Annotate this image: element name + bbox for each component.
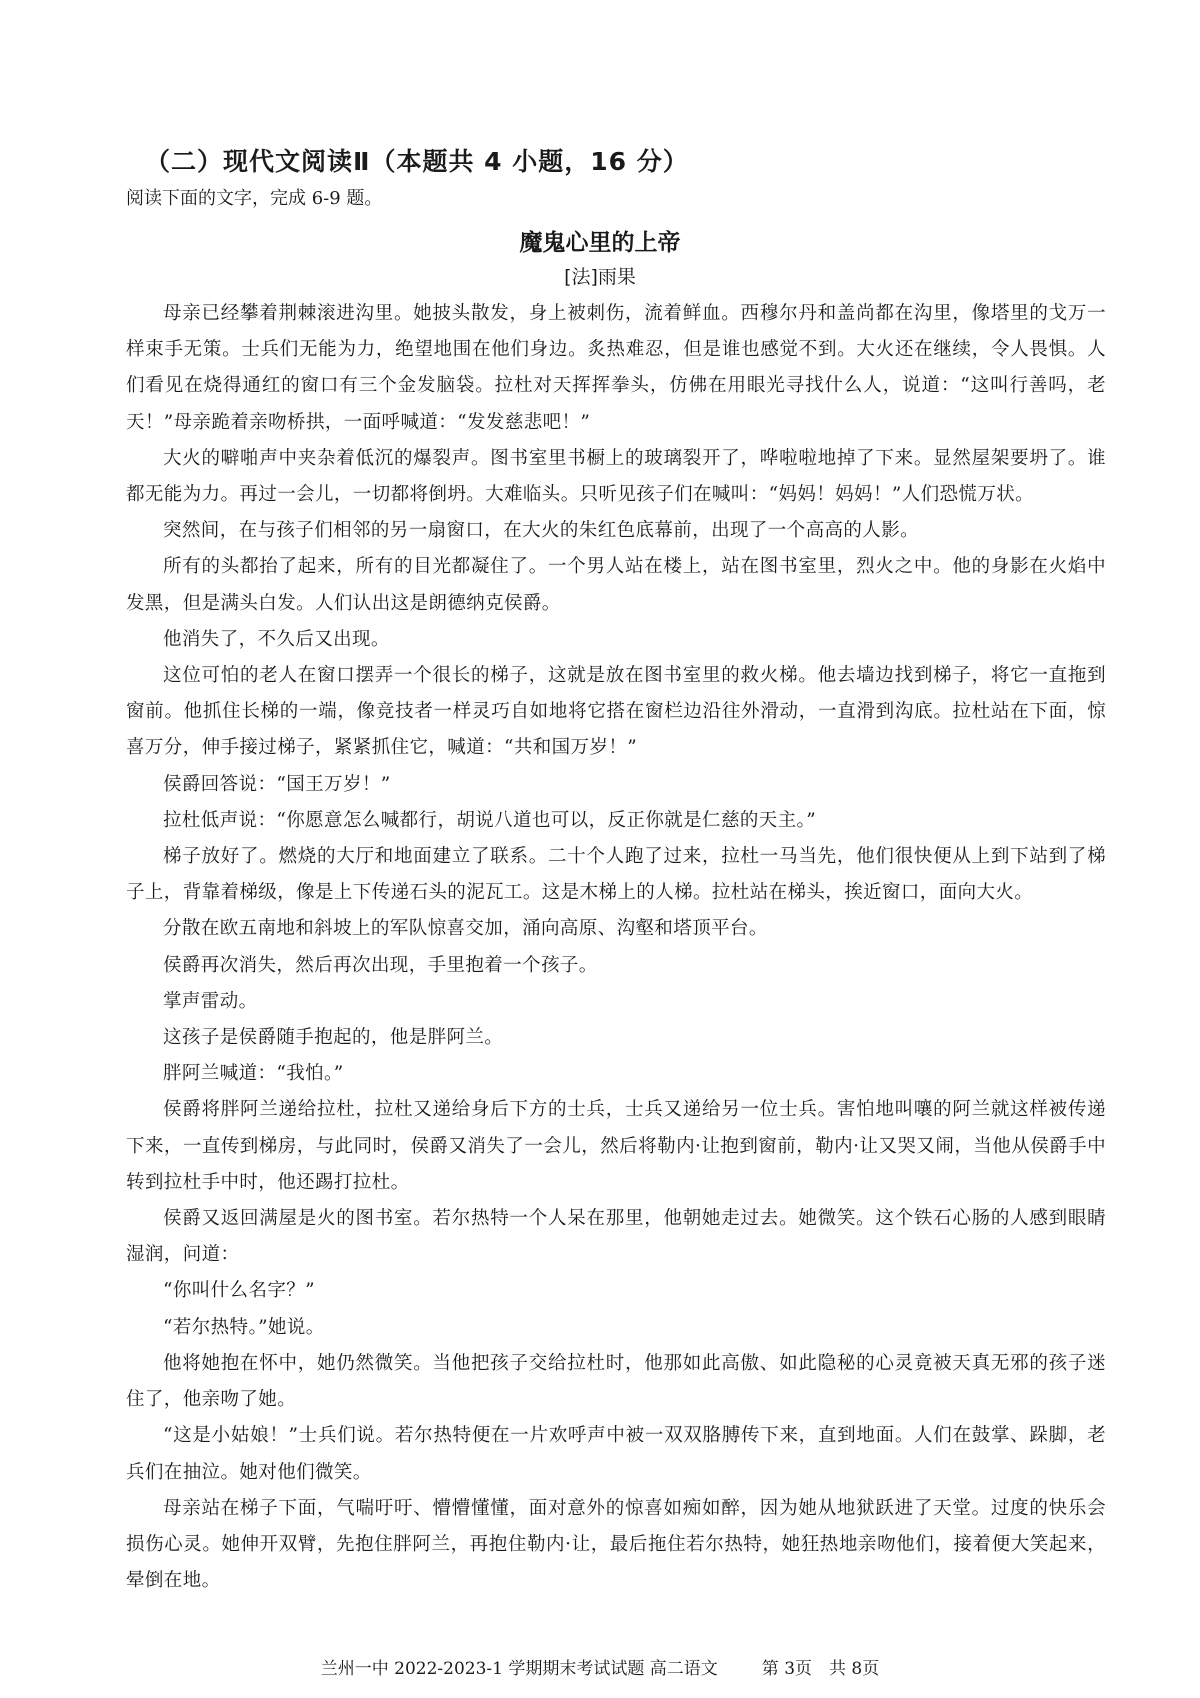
paragraph: 拉杜低声说：“你愿意怎么喊都行，胡说八道也可以，反正你就是仁慈的天主。” — [163, 809, 817, 831]
paragraph: “若尔热特。”她说。 — [163, 1316, 325, 1338]
reading-instruction: 阅读下面的文字，完成 6-9 题。 — [126, 188, 383, 209]
page-footer — [0, 1654, 1200, 1679]
paragraph: 掌声雷动。 — [163, 990, 258, 1012]
paragraph: 胖阿兰喊道：“我怕。” — [163, 1063, 344, 1085]
article-author: [法]雨果 — [564, 266, 636, 288]
section-heading: （二）现代文阅读Ⅱ（本题共 4 小题，16 分） — [145, 147, 689, 176]
paragraph: “这是小姑娘！”士兵们说。若尔热特便在一片欢呼声中被一双双胳膊传下来，直到地面。人们在鼓掌、跺脚，老兵们在抽泣。她对他们微笑。 — [126, 1425, 1106, 1483]
paragraph: 这位可怕的老人在窗口摆弄一个很长的梯子，这就是放在图书室里的救火梯。他去墙边找到梯子，将它一直拖到窗前。他抓住长梯的一端，像竞技者一样灵巧自如地将它搭在窗栏边沿往外滑动，一直滑到沟底。拉杜站在下面，惊喜万分，伸手接过梯子，紧紧抓住它，喊道：“共和国万岁！” — [126, 665, 1106, 759]
paragraph: 这孩子是侯爵随手抱起的，他是胖阿兰。 — [163, 1027, 504, 1049]
page-number: 第 3页 共 8页 — [761, 1659, 880, 1679]
paragraph: “你叫什么名字？” — [163, 1280, 316, 1302]
paragraph: 所有的头都抬了起来，所有的目光都凝住了。一个男人站在楼上，站在图书室里，烈火之中。他的身影在火焰中发黑，但是满头白发。人们认出这是朗德纳克侯爵。 — [126, 556, 1106, 614]
article-title: 魔鬼心里的上帝 — [519, 230, 681, 256]
exam-title-footer: 兰州一中 2022-2023-1 学期期末考试试题 高二语文 — [320, 1659, 718, 1679]
paragraph: 侯爵回答说：“国王万岁！” — [163, 773, 391, 795]
paragraph: 他消失了，不久后又出现。 — [163, 628, 390, 650]
paragraph: 他将她抱在怀中，她仍然微笑。当他把孩子交给拉杜时，他那如此高傲、如此隐秘的心灵竟被天真无邪的孩子迷住了，他亲吻了她。 — [126, 1352, 1106, 1411]
paragraph: 分散在欧五南地和斜坡上的军队惊喜交加，涌向高原、沟壑和塔顶平台。 — [163, 918, 768, 940]
paragraph: 大火的噼啪声中夹杂着低沉的爆裂声。图书室里书橱上的玻璃裂开了，哗啦啦地掉了下来。显然屋架要坍了。谁都无能为力。再过一会儿，一切都将倒坍。大难临头。只听见孩子们在喊叫：“妈妈！妈妈！”人们恐慌万状。 — [126, 447, 1106, 506]
paragraph: 侯爵又返回满屋是火的图书室。若尔热特一个人呆在那里，他朝她走过去。她微笑。这个铁石心肠的人感到眼睛湿润，问道： — [126, 1208, 1106, 1266]
paragraph: 侯爵再次消失，然后再次出现，手里抱着一个孩子。 — [163, 954, 598, 976]
paragraph: 母亲站在梯子下面，气喘吁吁、懵懵懂懂，面对意外的惊喜如痴如醉，因为她从地狱跃进了天堂。过度的快乐会损伤心灵。她伸开双臂，先抱住胖阿兰，再抱住勒内·让，最后拖住若尔热特，她狂热地亲吻他们，接着便大笑起来，晕倒在地。 — [126, 1497, 1106, 1592]
paragraph: 突然间，在与孩子们相邻的另一扇窗口，在大火的朱红色底幕前，出现了一个高高的人影。 — [163, 520, 920, 542]
paragraph: 梯子放好了。燃烧的大厅和地面建立了联系。二十个人跑了过来，拉杜一马当先，他们很快便从上到下站到了梯子上，背靠着梯级，像是上下传递石头的泥瓦工。这是木梯上的人梯。拉杜站在梯头，挨近窗口，面向大火。 — [126, 846, 1106, 904]
article-body — [126, 296, 1106, 1599]
paragraph: 母亲已经攀着荆棘滚进沟里。她披头散发，身上被刺伤，流着鲜血。西穆尔丹和盖尚都在沟里，像塔里的戈万一样束手无策。士兵们无能为力，绝望地围在他们身边。炙热难忍，但是谁也感觉不到。大火还在继续，令人畏惧。人们看见在烧得通红的窗口有三个金发脑袋。拉杜对天挥挥拳头，仿佛在用眼光寻找什么人，说道：“这叫行善吗，老天！”母亲跪着亲吻桥拱，一面呼喊道：“发发慈悲吧！” — [126, 303, 1106, 433]
paragraph: 侯爵将胖阿兰递给拉杜，拉杜又递给身后下方的士兵，士兵又递给另一位士兵。害怕地叫嚷的阿兰就这样被传递下来，一直传到梯房，与此同时，侯爵又消失了一会儿，然后将勒内·让抱到窗前，勒内·让又哭又闹，当他从侯爵手中转到拉杜手中时，他还踢打拉杜。 — [126, 1099, 1106, 1193]
